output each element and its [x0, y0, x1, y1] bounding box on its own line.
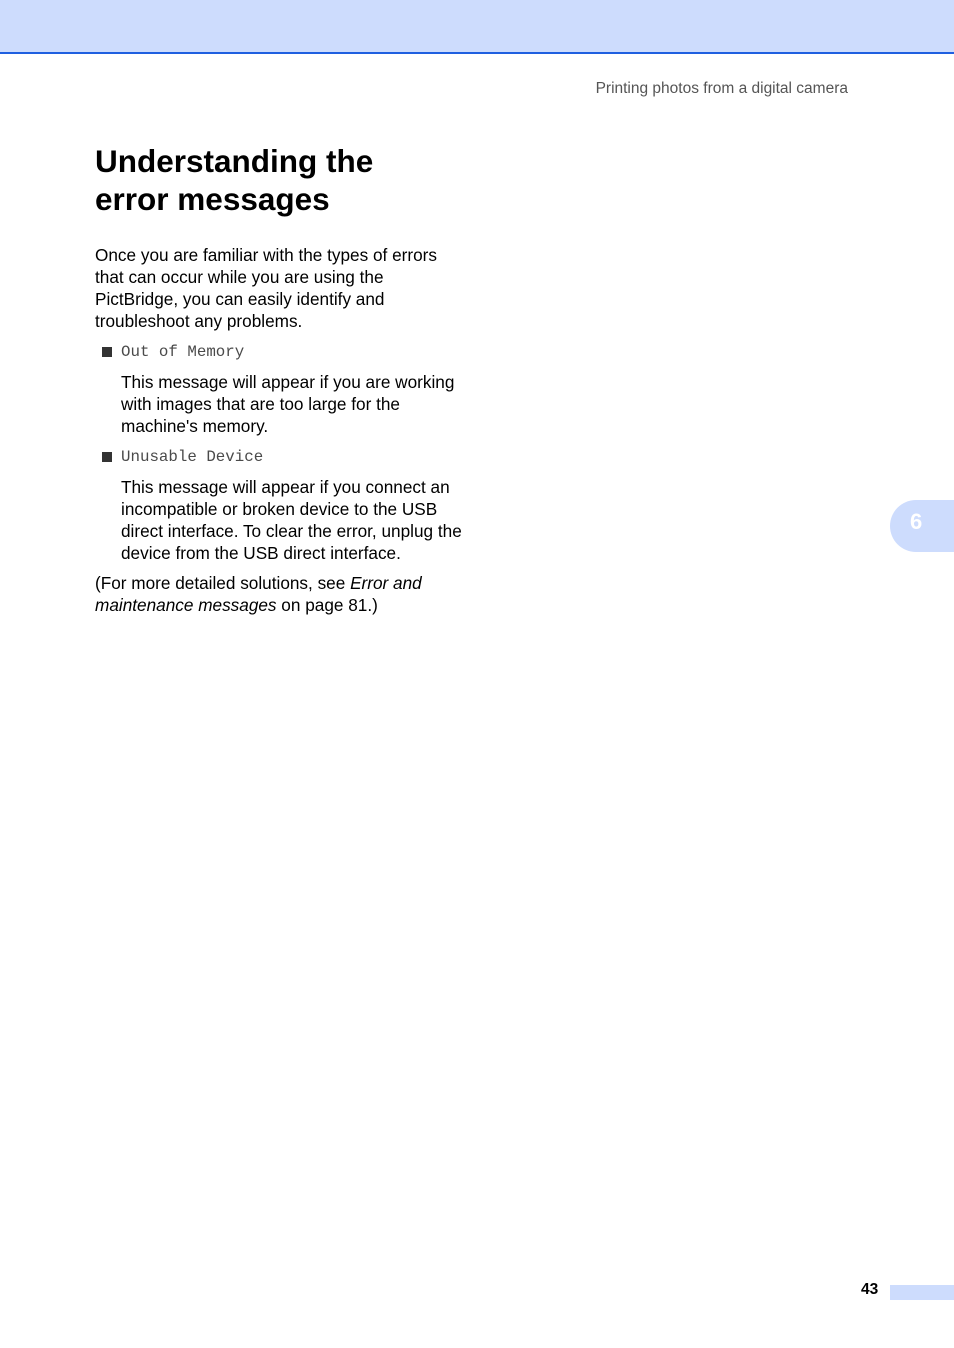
- cross-reference-suffix: on page 81.): [276, 595, 378, 615]
- intro-paragraph: Once you are familiar with the types of errors that can occur while you are using the PictBridge, you can easily identify and troubleshoot any problems.: [95, 245, 437, 331]
- square-bullet-icon: [102, 452, 112, 462]
- cross-reference-prefix: (For more detailed solutions, see: [95, 573, 351, 593]
- cross-reference-note: [95, 572, 465, 616]
- chapter-tab: [890, 500, 954, 552]
- list-item: [95, 446, 465, 564]
- main-content: [95, 142, 465, 616]
- error-description: This message will appear if you are working with images that are too large for the machine's memory.: [121, 372, 455, 436]
- cross-reference-link[interactable]: Error and maintenance messages: [95, 573, 422, 615]
- section-title-line-2: error messages: [95, 181, 330, 217]
- error-code-out-of-memory: Out of Memory: [121, 343, 245, 361]
- running-header: Printing photos from a digital camera: [595, 80, 848, 97]
- chapter-number: 6: [910, 509, 923, 534]
- list-item: [95, 341, 465, 437]
- footer-bar: [890, 1285, 954, 1300]
- square-bullet-icon: [102, 347, 112, 357]
- page-number: 43: [861, 1281, 879, 1298]
- header-band: [0, 0, 954, 54]
- error-code-unusable-device: Unusable Device: [121, 448, 264, 466]
- error-description: This message will appear if you connect an incompatible or broken device to the USB direct interface. To clear the error, unplug the device from the USB direct interface.: [121, 477, 462, 563]
- section-title: [95, 142, 465, 218]
- section-title-line-1: Understanding the: [95, 143, 374, 179]
